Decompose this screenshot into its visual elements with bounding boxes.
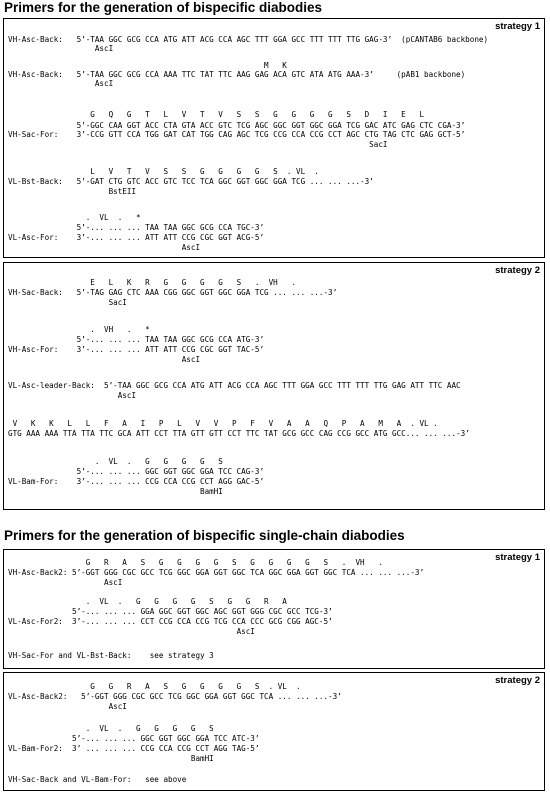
primer-line: VL-Asc-For2: 3’-... ... ... CCT CCG CCA CCG TCG CCA CCC GCG CGG AGC-5’ [8, 617, 333, 626]
enzyme-label: AscI [8, 44, 114, 53]
amino-acid-line: G Q G T L V T V S S G G G G S D I E L [8, 110, 425, 119]
primer-line: VL-Asc-Back2: 5’-GGT GGG CGC GCC TCG GGC GGA GGT GGC TCA ... ... ...-3’ [8, 692, 342, 701]
strategy-label: strategy 1 [495, 552, 540, 563]
primer-line: 5’-... ... ... TAA TAA GGC GCG CCA ATG-3’ [8, 335, 265, 344]
enzyme-label: BstEII [8, 187, 137, 196]
s2-strategy1-box [3, 549, 545, 669]
enzyme-label: AscI [8, 355, 201, 364]
strategy-label: strategy 1 [495, 21, 540, 32]
primer-line: VH-Asc-Back2: 5’-GGT GGG CGC GCC TCG GGC GGA GGT GGC TCA GGC GGA GGT GGC TCA ... ... ...-3’ [8, 568, 425, 577]
enzyme-label: AscI [8, 391, 137, 400]
primer-line: VH-Asc-Back: 5’-TAA GGC GCG CCA ATG ATT ACG CCA AGC TTT GGA GCC TTT TTT TTG GAG-3’ (pCANTAB6 backbone) [8, 35, 489, 44]
primer-line: 5’-... ... ... TAA TAA GGC GCG CCA TGC-3’ [8, 223, 265, 232]
amino-acid-line: E L K R G G G G S . VH . [8, 278, 297, 287]
primer-line: VL-Asc-For: 3’-... ... ... ATT ATT CCG CGC GGT ACG-5’ [8, 233, 265, 242]
note-line: VH-Sac-For and VL-Bst-Back: see strategy 3 [8, 651, 214, 660]
s2-strategy2-box [3, 672, 545, 791]
enzyme-label: AscI [8, 702, 127, 711]
amino-acid-line: . VL . * [8, 213, 141, 222]
enzyme-label: BamHI [8, 754, 214, 763]
primer-line: GTG AAA AAA TTA TTA TTC GCA ATT CCT TTA GTT GTT CCT TTC TAT GCG GCC CAG CCG GCC ATG GCC... ... ...-3’ [8, 429, 470, 438]
primer-line: 5’-... ... ... GGC GGT GGC GGA TCC CAG-3’ [8, 467, 265, 476]
primer-line: VL-Asc-leader-Back: 5’-TAA GGC GCG CCA ATG ATT ACG CCA AGC TTT GGA GCC TTT TTT TTG GAG ATT TTC AAC [8, 381, 461, 390]
primer-line: VL-Bst-Back: 5’-GAT CTG GTC ACC GTC TCC TCA GGC GGT GGC GGA TCG ... ... ...-3’ [8, 177, 374, 186]
enzyme-label: AscI [8, 79, 114, 88]
amino-acid-line: . VL . G G G G S G G R A [8, 597, 287, 606]
amino-acid-line: . VL . G G G G S [8, 724, 214, 733]
primer-line: VL-Bam-For2: 3’ ... ... ... CCG CCA CCG CCT AGG TAG-5’ [8, 744, 260, 753]
enzyme-label: SacI [8, 298, 127, 307]
s1-strategy1-box [3, 18, 545, 258]
primer-line: VH-Sac-Back: 5’-TAG GAG CTC AAA CGG GGC GGT GGC GGA TCG ... ... ...-3’ [8, 288, 338, 297]
primer-line: VL-Bam-For: 3’-... ... ... CCG CCA CCG CCT AGG GAC-5’ [8, 477, 265, 486]
amino-acid-line: G R A S G G G G S G G G G S . VH . [8, 558, 383, 567]
primer-line: 5’-... ... ... GGA GGC GGT GGC AGC GGT GGG CGC GCC TCG-3’ [8, 607, 333, 616]
primer-line: VH-Asc-Back: 5’-TAA GGC GCG CCA AAA TTC TAT TTC AAG GAG ACA GTC ATA ATG AAA-3’ (pAB1 backbone) [8, 70, 466, 79]
amino-acid-line: . VL . G G G G S [8, 457, 223, 466]
amino-acid-line: L V T V S S G G G G S . VL . [8, 167, 319, 176]
enzyme-label: BamHI [8, 487, 223, 496]
s1-strategy2-box [3, 262, 545, 510]
enzyme-label: SacI [8, 140, 388, 149]
primer-line: VH-Asc-For: 3’-... ... ... ATT ATT CCG CGC GGT TAC-5’ [8, 345, 265, 354]
primer-line: VH-Sac-For: 3’-CCG GTT CCA TGG GAT CAT TGG CAG AGC TCG CCG CCA CCG CCT AGC CTG TAG CTC GAG GCT-5’ [8, 130, 466, 139]
note-line: VH-Sac-Back and VL-Bam-For: see above [8, 775, 187, 784]
amino-acid-line: V K K L L F A I P L V V P F V A A Q P A M A . VL . [8, 419, 438, 428]
amino-acid-line: . VH . * [8, 325, 150, 334]
amino-acid-line: M K [8, 61, 287, 70]
section2-title: Primers for the generation of bispecific single-chain diabodies [4, 528, 405, 543]
primer-line: 5’-... ... ... GGC GGT GGC GGA TCC ATC-3’ [8, 734, 260, 743]
enzyme-label: AscI [8, 578, 123, 587]
strategy-label: strategy 2 [495, 265, 540, 276]
enzyme-label: AscI [8, 627, 255, 636]
enzyme-label: AscI [8, 243, 201, 252]
section1-title: Primers for the generation of bispecific diabodies [4, 0, 323, 15]
strategy-label: strategy 2 [495, 675, 540, 686]
primer-line: 5’-GGC CAA GGT ACC CTA GTA ACC GTC TCG AGC GGC GGT GGC GGA TCG GAC ATC GAG CTC CGA-3’ [8, 121, 466, 130]
amino-acid-line: G G R A S G G G G S . VL . [8, 682, 301, 691]
